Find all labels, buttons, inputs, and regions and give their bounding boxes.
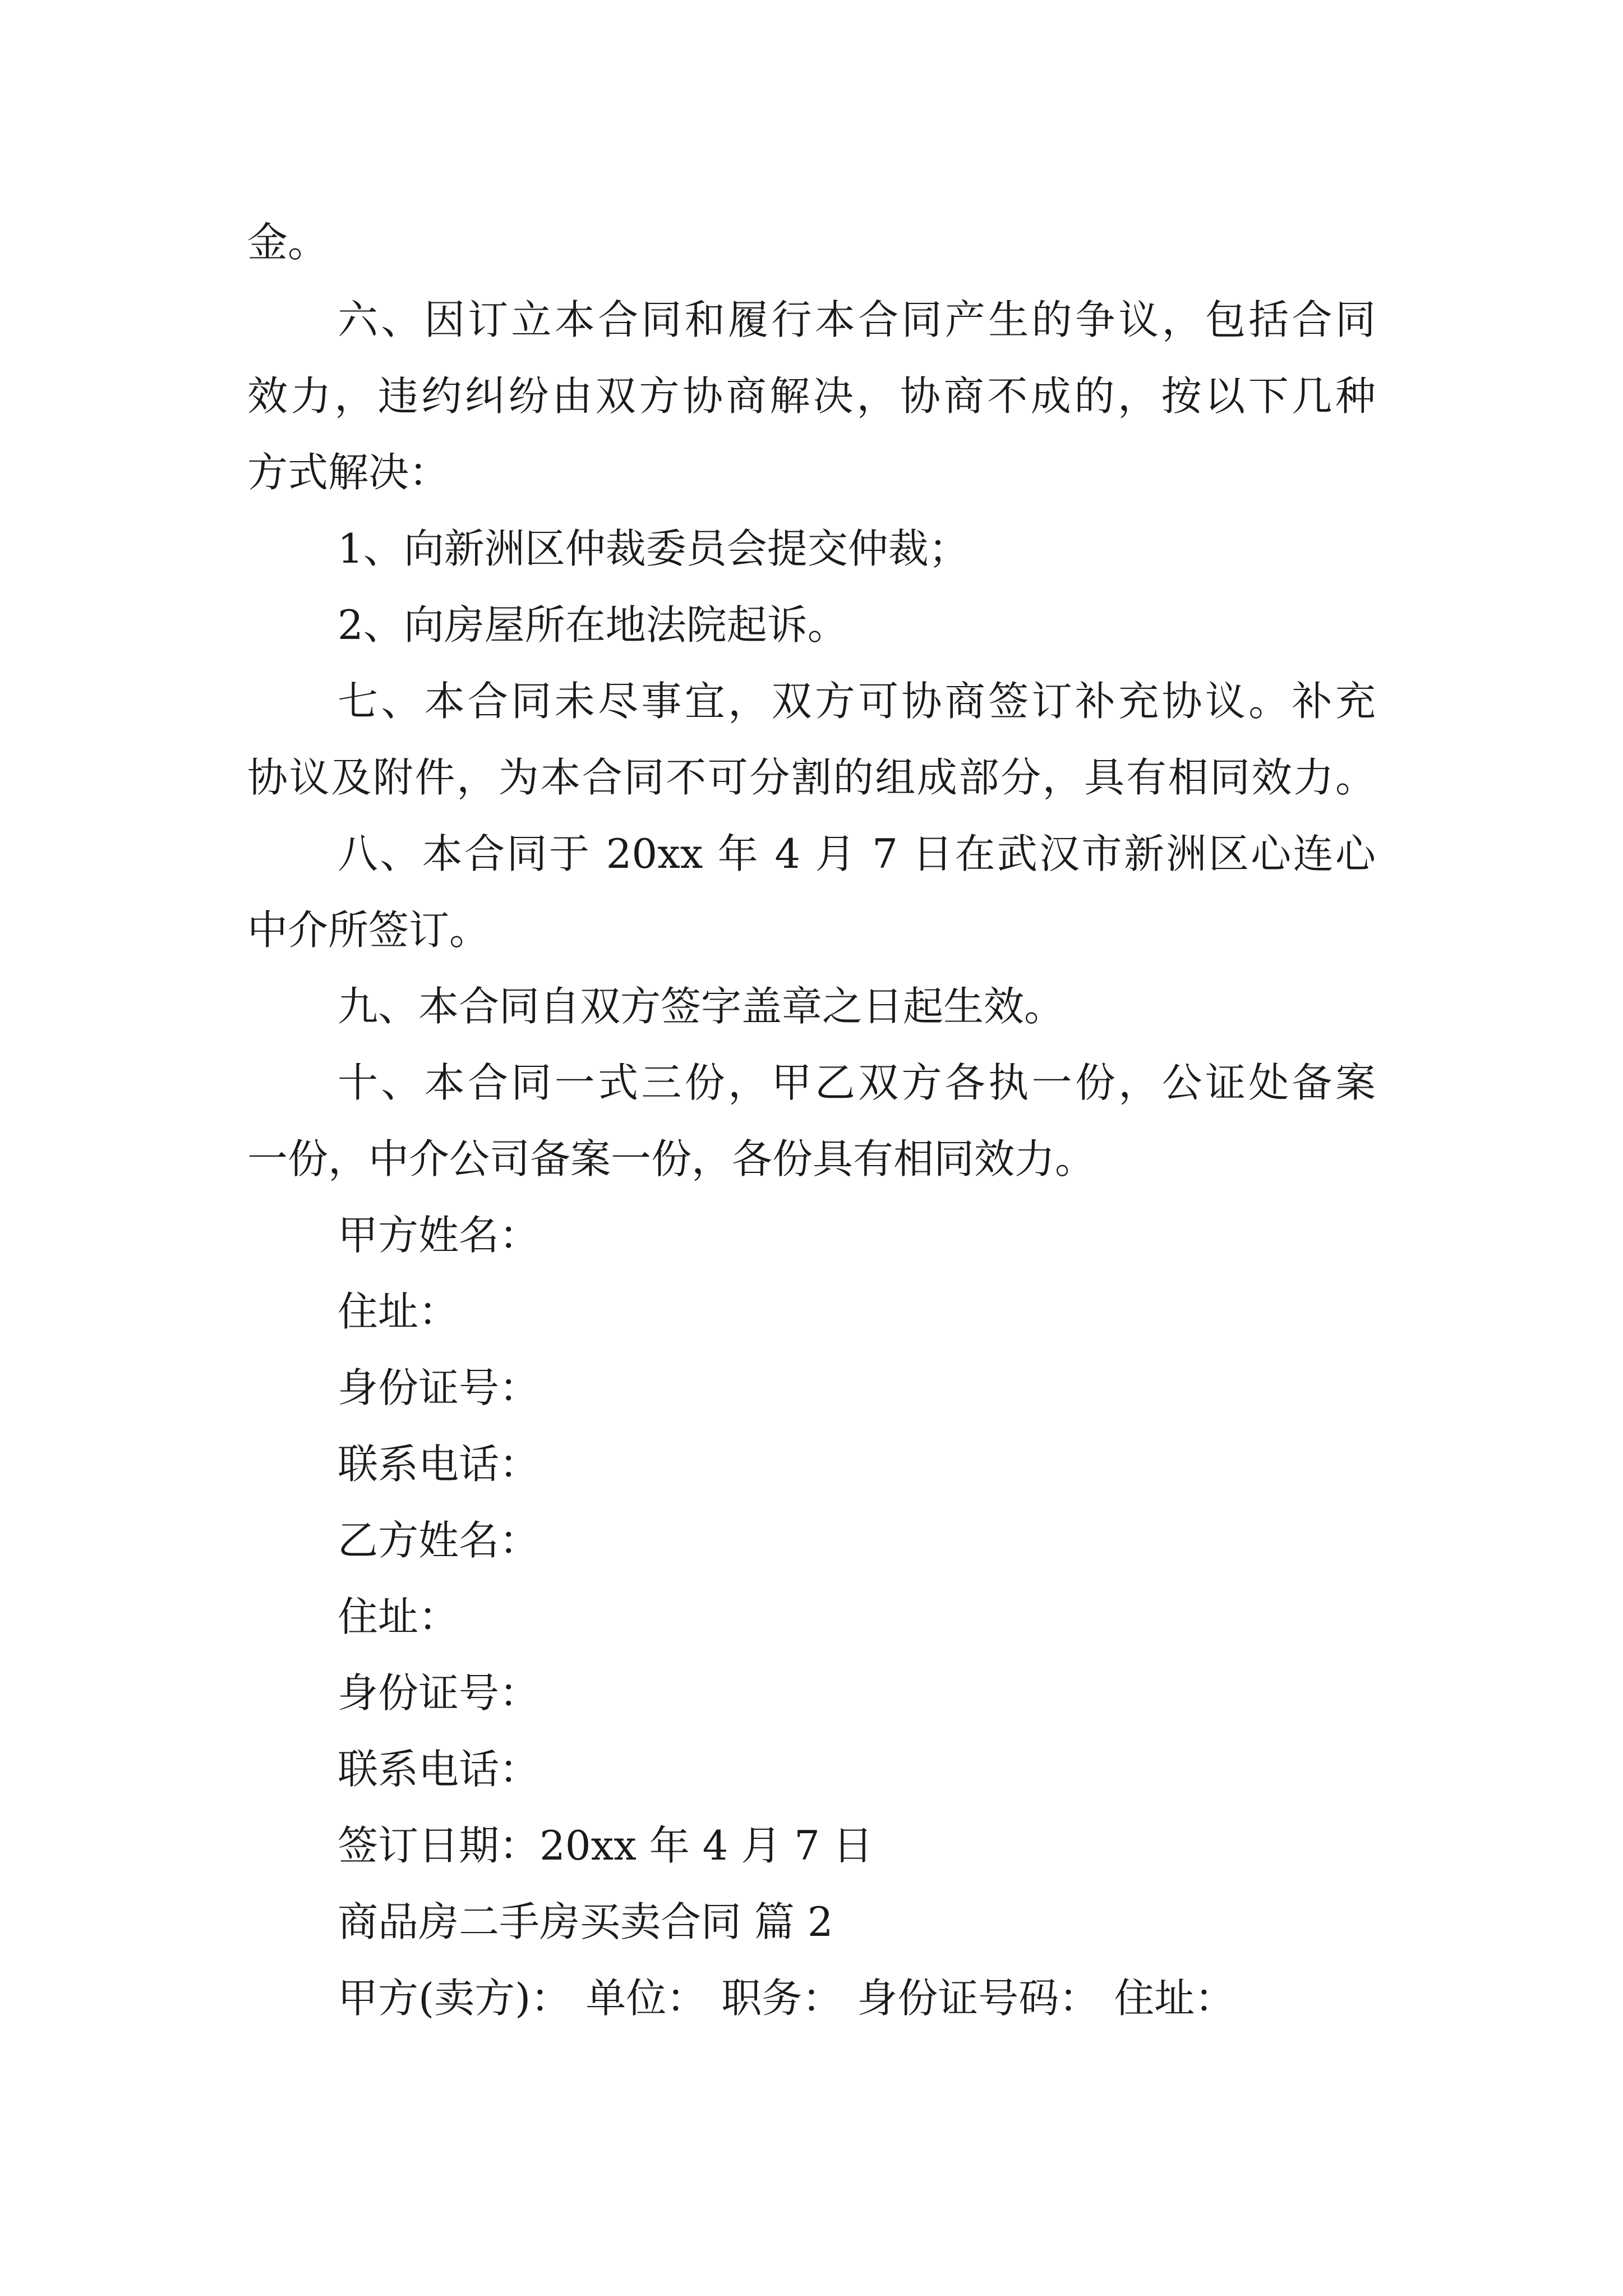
party-a-address-field: 住址： bbox=[338, 1288, 459, 1335]
clause-6-line-1: 六、因订立本合同和履行本合同产生的争议，包括合同 bbox=[338, 296, 1376, 343]
party-a-id-field: 身份证号： bbox=[338, 1364, 540, 1411]
signing-date: 签订日期：20xx 年 4 月 7 日 bbox=[338, 1822, 873, 1869]
party-b-phone-field: 联系电话： bbox=[338, 1746, 540, 1793]
seller-id-label: 身份证号码： bbox=[857, 1975, 1100, 2022]
clause-6-line-2: 效力，违约纠纷由双方协商解决，协商不成的，按以下几种 bbox=[247, 372, 1376, 420]
clause-9-line: 九、本合同自双方签字盖章之日起生效。 bbox=[338, 983, 1065, 1030]
continuation-line: 金。 bbox=[247, 219, 329, 266]
clause-10-line-1: 十、本合同一式三份，甲乙双方各执一份，公证处备案 bbox=[338, 1059, 1376, 1106]
party-b-id-field: 身份证号： bbox=[338, 1669, 540, 1717]
party-a-name-field: 甲方姓名： bbox=[338, 1212, 540, 1259]
seller-label: 甲方(卖方)： bbox=[338, 1975, 571, 2022]
clause-7-line-1: 七、本合同未尽事宜，双方可协商签订补充协议。补充 bbox=[338, 678, 1376, 725]
section-title: 商品房二手房买卖合同 篇 2 bbox=[338, 1898, 833, 1945]
clause-10-line-2: 一份，中介公司备案一份，各份具有相同效力。 bbox=[247, 1135, 1096, 1182]
clause-8-line-1: 八、本合同于 20xx 年 4 月 7 日在武汉市新洲区心连心 bbox=[338, 830, 1376, 877]
party-b-address-field: 住址： bbox=[338, 1593, 459, 1640]
clause-7-line-2: 协议及附件，为本合同不可分割的组成部分，具有相同效力。 bbox=[247, 754, 1376, 801]
seller-address-label: 住址： bbox=[1114, 1975, 1235, 2022]
seller-position-label: 职务： bbox=[721, 1975, 843, 2022]
clause-6-line-3: 方式解决： bbox=[247, 449, 450, 496]
party-a-phone-field: 联系电话： bbox=[338, 1441, 540, 1488]
seller-unit-label: 单位： bbox=[585, 1975, 707, 2022]
seller-info-line bbox=[338, 1975, 1235, 2022]
party-b-name-field: 乙方姓名： bbox=[338, 1517, 540, 1564]
clause-8-line-2: 中介所签订。 bbox=[247, 907, 490, 954]
clause-6-item-1: 1、向新洲区仲裁委员会提交仲裁； bbox=[338, 525, 969, 572]
clause-6-item-2: 2、向房屋所在地法院起诉。 bbox=[338, 601, 848, 648]
